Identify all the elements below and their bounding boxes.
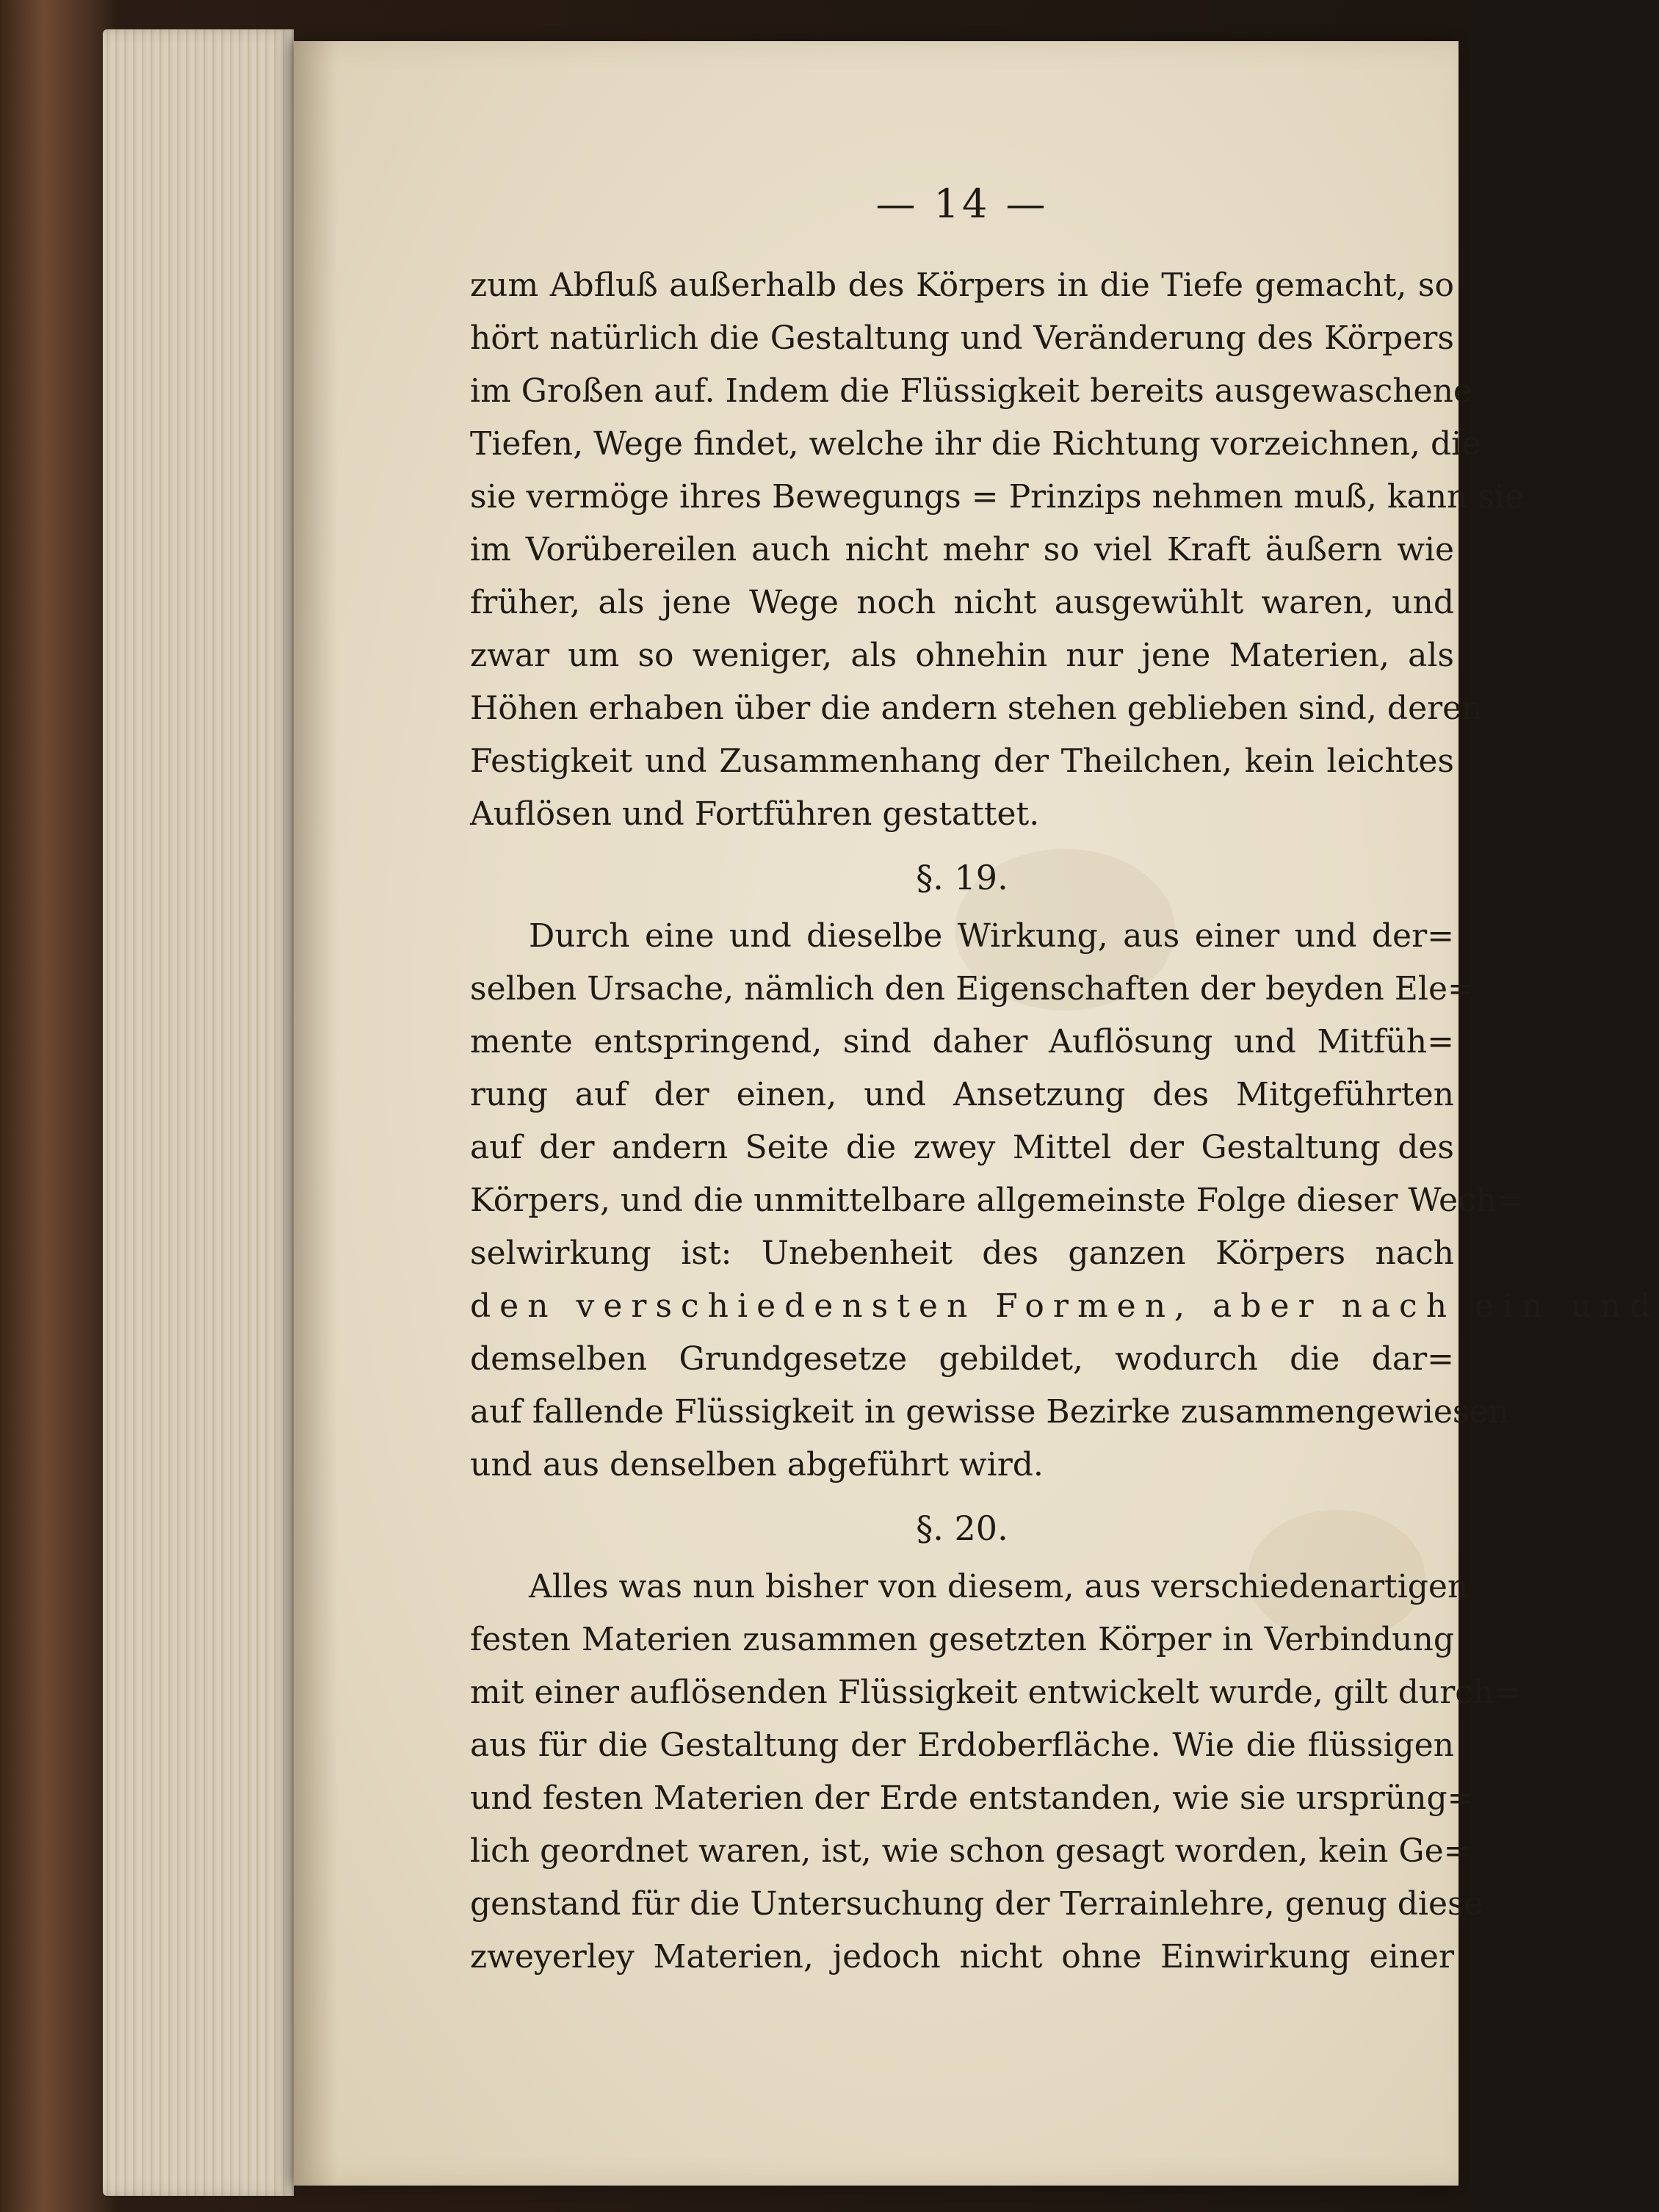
text-line: selwirkung ist: Unebenheit des ganzen Körpers nach (470, 1235, 1454, 1272)
paragraph-2 (470, 910, 1659, 1492)
text-line: im Vorübereilen auch nicht mehr so viel Kraft äußern wie (470, 531, 1454, 568)
text-line: auf fallende Flüssigkeit in gewisse Bezirke zusammengewiesen (470, 1393, 1509, 1431)
text-line: selben Ursache, nämlich den Eigenschaften der beyden Ele= (470, 970, 1475, 1008)
page-edges (103, 29, 294, 2196)
text-line: im Großen auf. Indem die Flüssigkeit bereits ausgewaschene (470, 372, 1472, 410)
text-line: Alles was nun bisher von diesem, aus verschiedenartigen (529, 1568, 1469, 1605)
text-line: hört natürlich die Gestaltung und Veränderung des Körpers (470, 319, 1454, 357)
text-line: und festen Materien der Erde entstanden, wie sie ursprüng= (470, 1779, 1475, 1817)
text-line: zweyerley Materien, jedoch nicht ohne Einwirkung einer (470, 1938, 1454, 1976)
text-line: rung auf der einen, und Ansetzung des Mitgeführten (470, 1076, 1454, 1113)
text-line: Durch eine und dieselbe Wirkung, aus einer und der= (529, 917, 1454, 955)
section-heading-19: §. 19. (916, 858, 1008, 897)
page-number: — 14 — (875, 181, 1049, 227)
text-line: Auflösen und Fortführen gestattet. (470, 795, 1040, 833)
text-line: Höhen erhaben über die andern stehen geblieben sind, deren (470, 690, 1483, 727)
page-content (470, 181, 1659, 1984)
text-line: mit einer auflösenden Flüssigkeit entwickelt wurde, gilt durch= (470, 1674, 1522, 1711)
text-line: Körpers, und die unmittelbare allgemeinste Folge dieser Wech= (470, 1182, 1524, 1219)
text-line: und aus denselben abgeführt wird. (470, 1446, 1044, 1483)
text-line: auf der andern Seite die zwey Mittel der Gestaltung des (470, 1129, 1454, 1166)
paragraph-1 (470, 259, 1525, 841)
text-line: aus für die Gestaltung der Erdoberfläche. Wie die flüssigen (470, 1727, 1454, 1764)
text-line: zwar um so weniger, als ohnehin nur jene Materien, als (470, 637, 1454, 674)
text-line: genstand für die Untersuchung der Terrainlehre, genug diese (470, 1885, 1483, 1923)
text-line: festen Materien zusammen gesetzten Körper in Verbindung (470, 1621, 1454, 1658)
section-heading-20: §. 20. (916, 1508, 1008, 1548)
text-line: lich geordnet waren, ist, wie schon gesagt worden, kein Ge= (470, 1832, 1471, 1870)
gutter-shadow (294, 41, 338, 2186)
book-page (294, 41, 1659, 2186)
text-line: demselben Grundgesetze gebildet, wodurch die dar= (470, 1340, 1454, 1378)
text-line: zum Abfluß außerhalb des Körpers in die Tiefe gemacht, so (470, 267, 1454, 304)
text-line: sie vermöge ihres Bewegungs = Prinzips nehmen muß, kann sie (470, 478, 1525, 516)
paragraph-3 (470, 1561, 1522, 1984)
text-line: den verschiedensten Formen, aber nach ein und (470, 1287, 1659, 1325)
text-line: Tiefen, Wege findet, welche ihr die Richtung vorzeichnen, die (470, 425, 1481, 463)
text-line: Festigkeit und Zusammenhang der Theilchen, kein leichtes (470, 742, 1454, 780)
text-line: mente entspringend, sind daher Auflösung und Mitfüh= (470, 1023, 1454, 1060)
text-line: früher, als jene Wege noch nicht ausgewühlt waren, und (470, 584, 1454, 621)
